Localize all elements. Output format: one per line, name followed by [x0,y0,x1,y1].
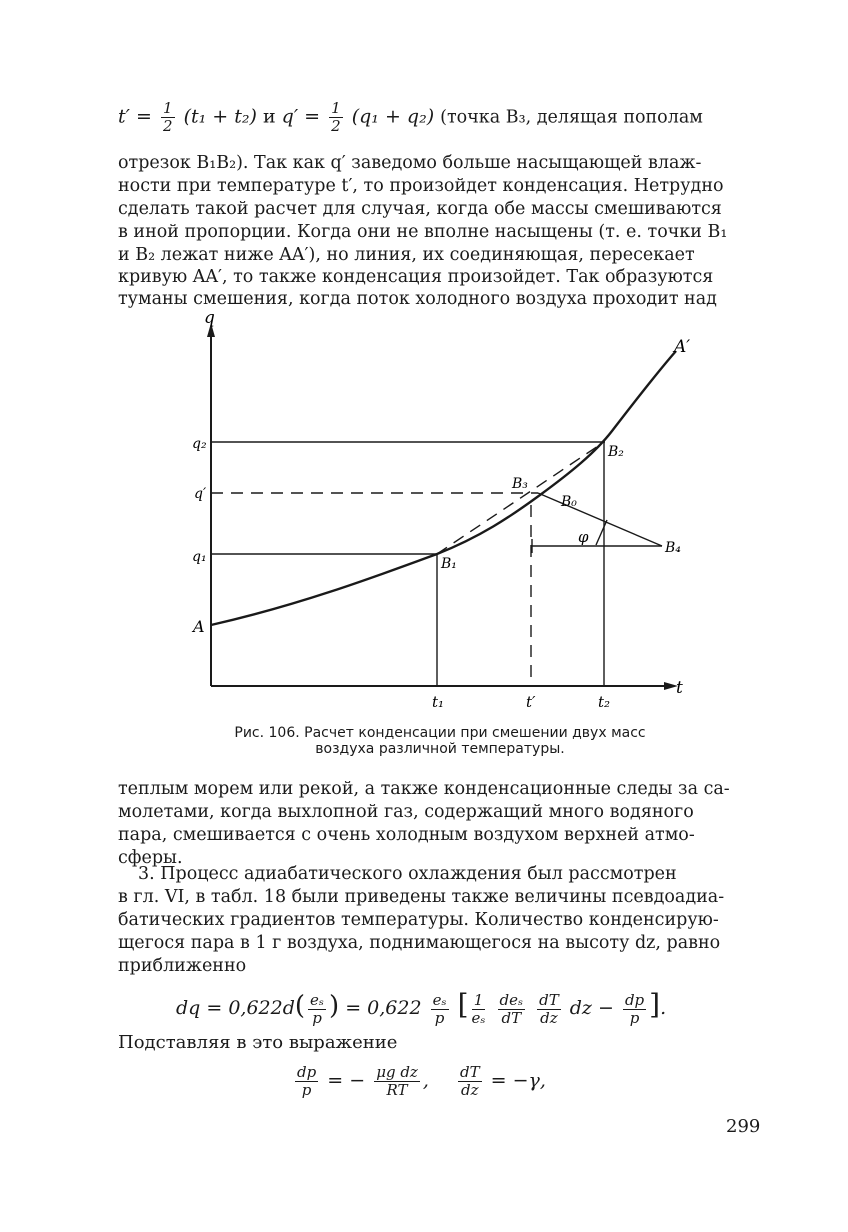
condensation-mixing-diagram [0,305,848,725]
para2-line-1: теплым морем или рекой, а также конденсационные следы за са- [118,779,730,799]
b0-b4-line [538,493,662,546]
fraction-es-p: $\frac{\text{eₛ}}{p}$ [310,990,324,1027]
label-phi: φ [578,528,589,546]
q-sum: (q₁ + q₂) [351,105,435,128]
label-t-prime: t′ [526,693,536,711]
label-q-prime: q′ [194,486,207,502]
label-q2: q₂ [192,436,207,452]
para3-line-2: в гл. VI, в табл. 18 были приведены также величины псевдоадиа- [118,887,725,907]
label-b3: B₃ [512,476,528,492]
para3-line-5: приближенно [118,956,247,976]
phi-leader [596,520,607,545]
formula-t-q-prime [118,100,703,135]
label-b2: B₂ [608,444,624,460]
para2-line-4: сферы. [118,848,183,868]
para2-line-3: пара, смешивается с очень холодным воздухом верхней атмо- [118,825,695,845]
para1-line-3: сделать такой расчет для случая, когда обе массы смешиваются [118,199,722,219]
label-q1: q₁ [192,549,207,565]
dz-term: dz − [569,997,614,1019]
fraction-dT-dz-3: $\frac{dT}{dz}$ [459,1063,480,1099]
para3-line-4: щегося пара в 1 г воздуха, поднимающегося на высоту dz, равно [118,933,721,953]
para2-line-2: молетами, когда выхлопной газ, содержащий много водяного [118,802,694,822]
t-prime-lhs: t′ = [118,105,152,128]
formula-dq: dq = 0,622d( $\frac{\text{eₛ}}{p}$ ) = 0,622 $\frac{\text{eₛ}}{p}$ [ $\frac{1}{\text{eₛ}}$ $\frac{\text{deₛ}}{dT}$ $\frac{dT}{dz}$ dz − $\frac{dp}{p}$ ]. [176,988,667,1027]
dq-eq2: = 0,622 [345,997,422,1019]
formula-dp-dT: $\frac{dp}{p}$ = − $\frac{\text{μg dz}}{RT}$ , $\frac{dT}{dz}$ = −γ, [297,1063,546,1099]
para1-line-1: отрезок B₁B₂). Так как q′ заведомо больше насыщающей влаж- [118,153,702,173]
fraction-mgdz-rt: $\frac{\text{μg dz}}{RT}$ [376,1063,418,1099]
para3-line-1: 3. Процесс адиабатического охлаждения был рассмотрен [138,864,677,884]
para3-line-3: батических градиентов температуры. Количество конденсирую- [118,910,719,930]
para1-line-5: и B₂ лежат ниже AA′), но линия, их соединяющая, пересекает [118,245,695,265]
figure-caption [180,725,700,757]
fraction-es-p-2: $\frac{\text{eₛ}}{p}$ [432,990,447,1027]
saturation-curve [211,351,676,625]
label-t1: t₁ [432,693,445,711]
page-number: 299 [726,1116,761,1137]
label-b4: B₄ [665,540,681,556]
substitution-text: Подставляя в это выражение [118,1032,398,1053]
formula-remark: (точка B₃, делящая пополам [440,107,703,128]
t-sum: (t₁ + t₂) [183,105,257,128]
fraction-1-es: $\frac{1}{\text{eₛ}}$ [471,990,486,1027]
label-b1: B₁ [441,556,457,572]
label-a-prime: A′ [674,337,691,357]
label-a: A [193,617,205,636]
fraction-des-dT: $\frac{\text{deₛ}}{dT}$ [499,990,524,1027]
caption-line-2: воздуха различной температуры. [315,741,565,757]
y-axis-label: q [204,308,215,328]
para1-line-4: в иной пропорции. Когда они не вполне насыщены (т. е. точки B₁ [118,222,728,242]
fraction-dp-p-3: $\frac{dp}{p}$ [297,1063,317,1099]
dq-lhs: dq = 0,622d [176,997,295,1019]
para1-line-2: ности при температуре t′, то произойдет конденсация. Нетрудно [118,176,724,196]
para1-line-7: туманы смешения, когда поток холодного воздуха проходит над [118,289,717,309]
para1-line-6: кривую AA′, то также конденсация произойдет. Так образуются [118,267,714,287]
caption-line-1: Рис. 106. Расчет конденсации при смешении двух масс [234,725,646,741]
label-b0: B₀ [561,494,577,510]
fraction-dT-dz: $\frac{dT}{dz}$ [539,990,559,1027]
fraction-half-2: $\frac{1}{2}$ [331,99,341,135]
x-axis-label: t [676,678,683,698]
fraction-dp-p: $\frac{dp}{p}$ [624,990,645,1027]
label-t2: t₂ [598,693,611,711]
q-prime-lhs: q′ = [281,105,321,128]
conjunction: и [262,105,276,128]
fraction-half: $\frac{1}{2}$ [162,99,173,135]
